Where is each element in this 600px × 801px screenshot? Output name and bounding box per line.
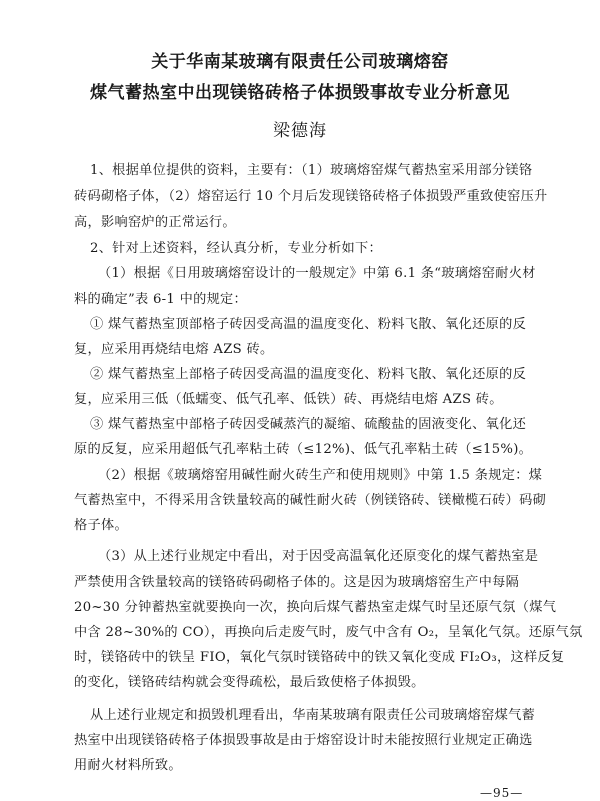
- body-line: 原的反复，应采用超低气孔率粘土砖（≤12%)、低气孔率粘土砖（≤15%)。: [74, 442, 533, 457]
- body-line: 1、根据单位提供的资料，主要有：（1）玻璃熔窑煤气蓄热室采用部分镁铬: [90, 163, 533, 178]
- body-line: 复，应采用三低（低蠕变、低气孔率、低铁）砖、再烧结电熔 AZS 砖。: [74, 392, 503, 407]
- body-line: （2）根据《玻璃熔窑用碱性耐火砖生产和使用规则》中第 1.5 条规定：煤: [98, 468, 543, 483]
- document-title-line-2: 煤气蓄热室中出现镁铬砖格子体损毁事故专业分析意见: [90, 83, 510, 103]
- body-line: 复，应采用再烧结电熔 AZS 砖。: [74, 342, 274, 357]
- author-name: 梁德海: [273, 121, 327, 141]
- body-line: ③ 煤气蓄热室中部格子砖因受碱蒸汽的凝缩、硫酸盐的固液变化、氧化还: [90, 417, 527, 432]
- body-line: （1）根据《日用玻璃熔窑设计的一般规定》中第 6.1 条“玻璃熔窑耐火材: [98, 266, 536, 281]
- body-line: ① 煤气蓄热室顶部格子砖因受高温的温度变化、粉料飞散、氧化还原的反: [90, 317, 527, 332]
- body-line: 从上述行业规定和损毁机理看出，华南某玻璃有限责任公司玻璃熔窑煤气蓄: [90, 708, 536, 723]
- body-line: （3）从上述行业规定中看出，对于因受高温氧化还原变化的煤气蓄热室是: [98, 549, 539, 564]
- body-line: 砖码砌格子体，（2）熔窑运行 10 个月后发现镁铬砖格子体损毁严重致使窑压升: [74, 189, 548, 204]
- body-line: 20~30 分钟蓄热室就要换向一次，换向后煤气蓄热室走煤气时呈还原气氛（煤气: [74, 600, 557, 615]
- body-line: 时，镁铬砖中的铁呈 FIO，氧化气氛时镁铬砖中的铁又氧化变成 FI₂O₃，这样反复: [74, 650, 565, 665]
- body-line: 格子体。: [74, 518, 128, 533]
- body-line: 气蓄热室中，不得采用含铁量较高的碱性耐火砖（例镁铬砖、镁橄榄石砖）码砌: [74, 493, 547, 508]
- body-line: 料的确定”表 6-1 中的规定：: [74, 292, 248, 307]
- body-line: 的变化，镁铬砖结构就会变得疏松，最后致使格子体损毁。: [74, 675, 425, 690]
- body-line: 中含 28~30%的 CO），再换向后走废气时，废气中含有 O₂，呈氧化气氛。还原气氛: [74, 625, 583, 640]
- body-line: ② 煤气蓄热室上部格子砖因受高温的温度变化、粉料飞散、氧化还原的反: [90, 367, 527, 382]
- body-line: 严禁使用含铁量较高的镁铬砖码砌格子体的。这是因为玻璃熔窑生产中每隔: [74, 575, 520, 590]
- page-number: —95—: [480, 786, 524, 800]
- body-line: 高，影响窑炉的正常运行。: [74, 215, 236, 230]
- body-line: 热室中出现镁铬砖格子体损毁事故是由于熔窑设计时未能按照行业规定正确选: [74, 733, 533, 748]
- body-line: 用耐火材料所致。: [74, 758, 182, 773]
- body-line: 2、针对上述资料，经认真分析，专业分析如下：: [90, 241, 382, 256]
- document-title-line-1: 关于华南某玻璃有限责任公司玻璃熔窑: [151, 52, 449, 72]
